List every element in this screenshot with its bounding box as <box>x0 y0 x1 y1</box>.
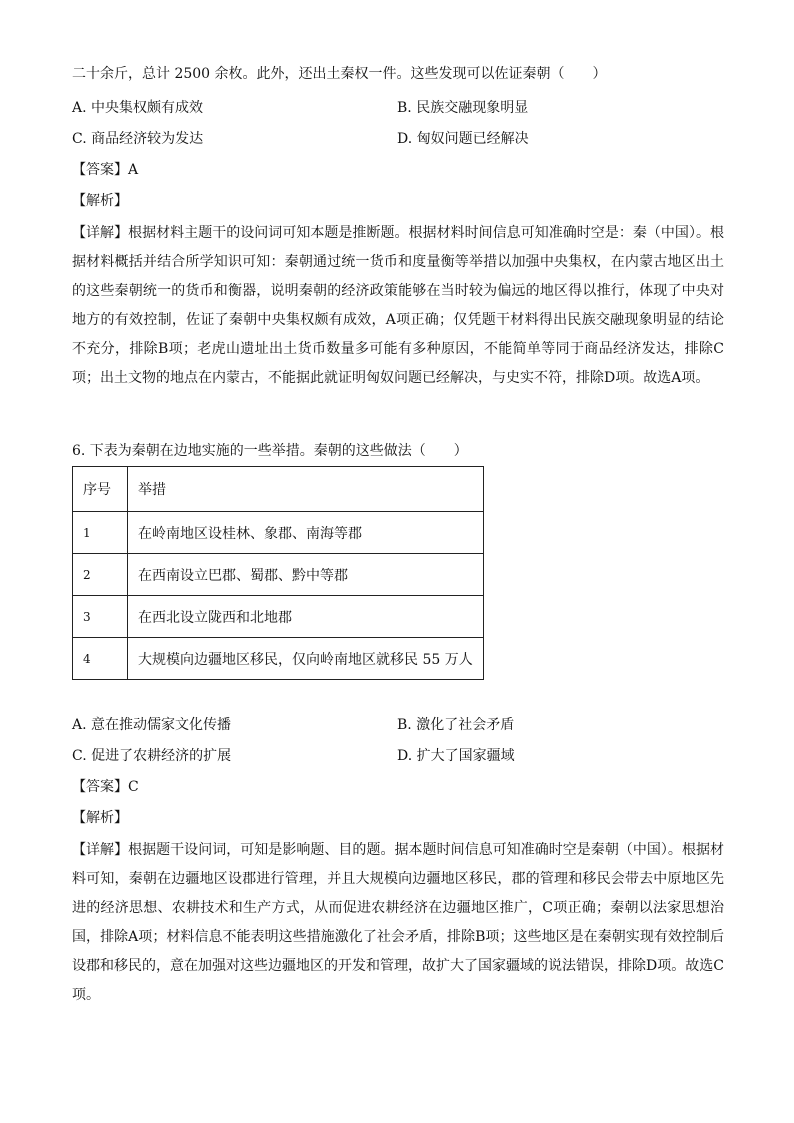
q5-analysis-label: 【解析】 <box>72 193 128 209</box>
table-header-number: 序号 <box>73 467 128 512</box>
table-cell-number: 4 <box>73 638 128 680</box>
q5-detail-paragraph: 【详解】根据材料主题干的设问词可知本题是推断题。根据材料时间信息可知准确时空是：秦（中国）。根据材料概括并结合所学知识可知：秦朝通过统一货币和度量衡等举措以加强中央集权，在内蒙古地区出土的这些秦朝统一的货币和衡器，说明秦朝的经济政策能够在当时较为偏远的地区得以推行，体现了中央对地方的有效控制，佐证了秦朝中央集权颇有成效，A项正确；仅凭题干材料得出民族交融现象明显的结论不充分，排除B项；老虎山遗址出土货币数量多可能有多种原因，不能简单等同于商品经济发达，排除C项；出土文物的地点在内蒙古，不能据此就证明匈奴问题已经解决，与史实不符，排除D项。故选A项。 <box>72 225 724 386</box>
q5-stem-end: 二十余斤，总计 2500 余枚。此外，还出土秦权一件。这些发现可以佐证秦朝（ ） <box>72 66 607 82</box>
q6-option-c: C. 促进了农耕经济的扩展 <box>72 748 232 764</box>
q6-option-a: A. 意在推动儒家文化传播 <box>72 717 232 733</box>
q6-detail-paragraph: 【详解】根据题干设问词，可知是影响题、目的题。据本题时间信息可知准确时空是秦朝（中国）。根据材料可知，秦朝在边疆地区设郡进行管理，并且大规模向边疆地区移民，郡的管理和移民会带去中原地区先进的经济思想、农耕技术和生产方式，从而促进农耕经济在边疆地区推广，C项正确；秦朝以法家思想治国，排除A项；材料信息不能表明这些措施激化了社会矛盾，排除B项；这些地区是在秦朝实现有效控制后设郡和移民的，意在加强对这些边疆地区的开发和管理，故扩大了国家疆域的说法错误，排除D项。故选C项。 <box>72 842 724 1003</box>
q6-answer: 【答案】C <box>72 779 139 795</box>
q6-analysis-label: 【解析】 <box>72 810 128 826</box>
q6-stem: 6. 下表为秦朝在边地实施的一些举措。秦朝的这些做法（ ） <box>72 443 468 459</box>
table-cell-measure: 在西南设立巴郡、蜀郡、黔中等郡 <box>128 554 484 596</box>
table-header-measure: 举措 <box>128 467 484 512</box>
table-row <box>73 512 484 554</box>
table-row <box>73 638 484 680</box>
q5-answer: 【答案】A <box>72 162 139 178</box>
table-cell-number: 2 <box>73 554 128 596</box>
q6-measures-table <box>72 466 484 680</box>
table-cell-number: 1 <box>73 512 128 554</box>
table-cell-measure: 在西北设立陇西和北地郡 <box>128 596 484 638</box>
q5-option-d: D. 匈奴问题已经解决 <box>397 131 529 147</box>
table-cell-number: 3 <box>73 596 128 638</box>
q5-option-a: A. 中央集权颇有成效 <box>72 100 204 116</box>
q5-option-c: C. 商品经济较为发达 <box>72 131 204 147</box>
table-cell-measure: 大规模向边疆地区移民，仅向岭南地区就移民 55 万人 <box>128 638 484 680</box>
table-cell-measure: 在岭南地区设桂林、象郡、南海等郡 <box>128 512 484 554</box>
q5-option-b: B. 民族交融现象明显 <box>397 100 529 116</box>
q6-option-d: D. 扩大了国家疆域 <box>397 748 515 764</box>
table-header-row <box>73 467 484 512</box>
table-row <box>73 596 484 638</box>
table-row <box>73 554 484 596</box>
q6-option-b: B. 激化了社会矛盾 <box>397 717 515 733</box>
